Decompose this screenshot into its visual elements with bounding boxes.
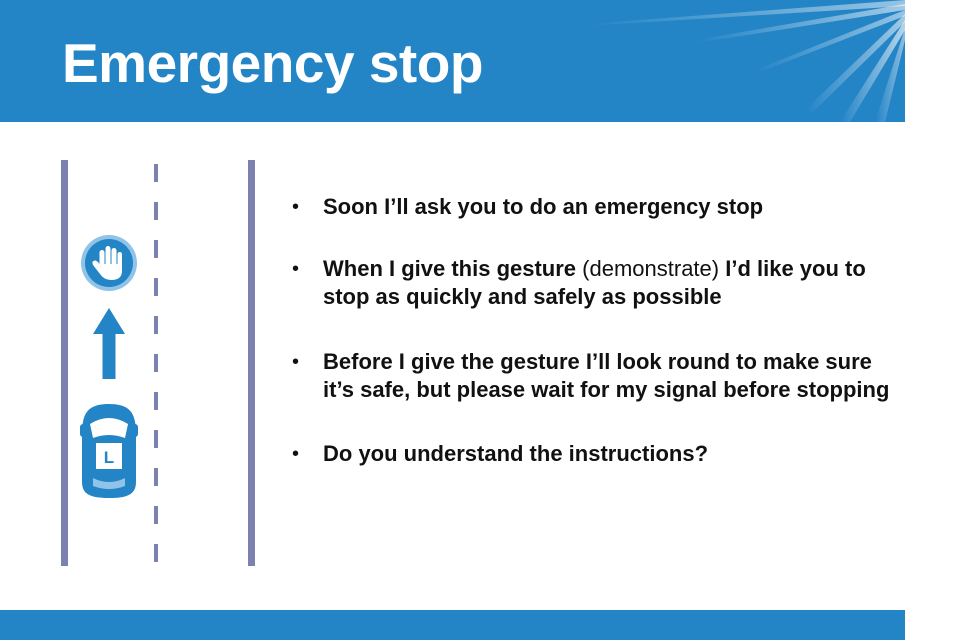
bullet-text: Soon I’ll ask you to do an emergency stop	[323, 194, 764, 219]
road-left-edge-line	[61, 160, 68, 566]
list-item	[290, 440, 890, 468]
bullet-text-part1: When I give this gesture	[323, 256, 583, 281]
up-arrow-icon	[93, 308, 125, 379]
bullet-text-part3: I’d like you to stop as quickly and safely as possible	[323, 256, 866, 309]
road-illustration	[55, 160, 265, 568]
learner-car-icon	[80, 404, 138, 498]
list-item	[290, 255, 890, 311]
car-l-plate-letter: L	[103, 448, 115, 467]
page-title: Emergency stop	[62, 32, 483, 94]
bullet-marker: •	[292, 196, 300, 218]
list-item	[290, 348, 890, 404]
header-banner	[0, 0, 905, 122]
bullet-marker: •	[292, 351, 300, 373]
bullet-text: Do you understand the instructions?	[323, 441, 709, 466]
bullet-text: Before I give the gesture I’ll look round to make sure it’s safe, but please wait for my signal before stopping	[323, 349, 890, 402]
bullet-text-demonstrate: (demonstrate)	[582, 256, 720, 281]
instruction-list	[290, 193, 890, 502]
bullet-marker: •	[292, 443, 300, 465]
list-item	[290, 193, 890, 221]
road-right-edge-line	[248, 160, 255, 566]
bullet-marker: •	[292, 258, 300, 280]
light-rays-decoration	[585, 0, 905, 122]
stop-hand-icon	[81, 235, 137, 291]
footer-bar	[0, 610, 905, 640]
